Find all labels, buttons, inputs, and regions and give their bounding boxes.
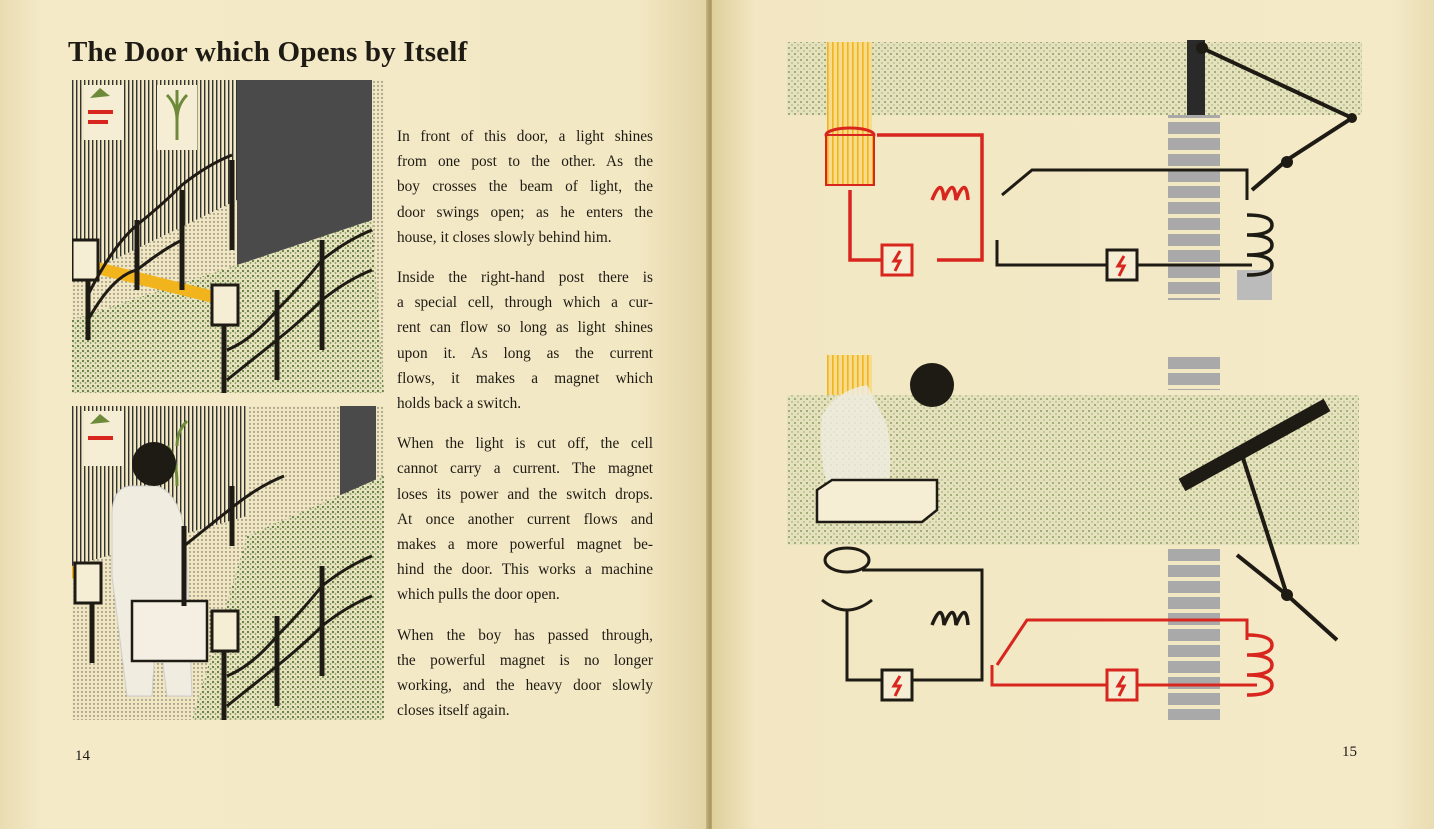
text-line: upon it. As long as the current bbox=[397, 344, 653, 362]
body-text bbox=[397, 124, 653, 738]
text-line: hind the door. This works a machine bbox=[397, 561, 653, 579]
text-line: At once another current flows and bbox=[397, 510, 653, 528]
text-line: working, and the heavy door slowly bbox=[397, 677, 653, 695]
paragraph-3 bbox=[397, 431, 653, 607]
page-number-left: 14 bbox=[75, 748, 90, 764]
text-line: house, it closes slowly behind him. bbox=[397, 228, 612, 246]
paragraph-4 bbox=[397, 623, 653, 724]
text-line: a special cell, through which a cur- bbox=[397, 294, 653, 312]
text-line: rent can flow so long as light shines bbox=[397, 319, 653, 337]
illustration-light-beam-unbroken bbox=[72, 80, 384, 393]
page-number-right: 15 bbox=[1342, 744, 1357, 760]
text-line: boy crosses the beam of light, the bbox=[397, 178, 653, 196]
text-line: Inside the right-hand post there is bbox=[397, 269, 653, 287]
text-line: door swings open; as he enters the bbox=[397, 203, 653, 221]
text-line: which pulls the door open. bbox=[397, 586, 560, 604]
circuit-diagram-light-on bbox=[782, 40, 1382, 315]
circuit-diagram-light-broken bbox=[782, 355, 1382, 725]
text-line: flows, it makes a magnet which bbox=[397, 369, 653, 387]
text-line: from one post to the other. As the bbox=[397, 153, 653, 171]
text-line: makes a more powerful magnet be- bbox=[397, 536, 653, 554]
text-line: loses its power and the switch drops. bbox=[397, 485, 653, 503]
text-line: holds back a switch. bbox=[397, 395, 522, 413]
text-line: In front of this door, a light shines bbox=[397, 128, 653, 145]
paragraph-1 bbox=[397, 124, 653, 250]
illustration-boy-breaks-beam bbox=[72, 406, 384, 720]
text-line: the powerful magnet is no longer bbox=[397, 651, 653, 669]
left-page bbox=[0, 0, 708, 829]
text-line: closes itself again. bbox=[397, 702, 510, 720]
text-line: When the boy has passed through, bbox=[397, 626, 653, 644]
page-title: The Door which Opens by Itself bbox=[68, 36, 468, 68]
paragraph-2 bbox=[397, 265, 653, 416]
right-page bbox=[712, 0, 1434, 829]
text-line: When the light is cut off, the cell bbox=[397, 435, 653, 453]
text-line: cannot carry a current. The magnet bbox=[397, 460, 653, 478]
